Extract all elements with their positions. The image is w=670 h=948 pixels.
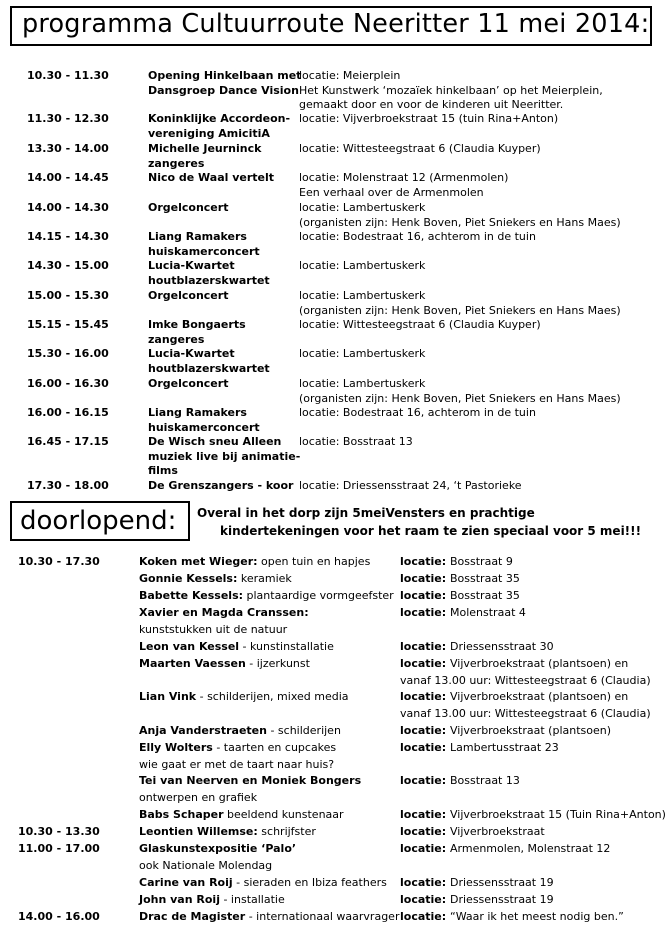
program-time: 16.45 - 17.15 xyxy=(27,435,109,448)
program-act: huiskamerconcert xyxy=(148,420,260,434)
ongoing-extra: kunststukken uit de natuur xyxy=(139,622,288,636)
ongoing-time: 11.00 - 17.00 xyxy=(18,842,100,855)
ongoing-artist-name: Glaskunstexpositie ‘Palo’ xyxy=(139,842,297,855)
program-act: Orgelconcert xyxy=(148,289,229,302)
ongoing-artist-name: Xavier en Magda Cranssen: xyxy=(139,606,309,619)
ongoing-artist-name: Maarten Vaessen xyxy=(139,657,246,670)
location-label: locatie: xyxy=(400,589,450,602)
ongoing-location xyxy=(400,842,610,855)
program-time: 11.30 - 12.30 xyxy=(27,112,109,125)
program-location: locatie: Wittesteegstraat 6 (Claudia Kuyper) xyxy=(299,142,541,155)
location-label: locatie: xyxy=(400,893,450,906)
program-time: 17.30 - 18.00 xyxy=(27,479,109,492)
program-act: De Wisch sneu Alleen xyxy=(148,435,282,448)
program-act: Nico de Waal vertelt xyxy=(148,171,275,184)
ongoing-location xyxy=(400,606,526,619)
location-value: Bosstraat 35 xyxy=(450,589,520,602)
ongoing-artist-description: - schilderijen, mixed media xyxy=(196,690,349,703)
program-act: films xyxy=(148,464,178,477)
location-value: vanaf 13.00 uur: Wittesteegstraat 6 (Claudia) xyxy=(400,673,651,687)
ongoing-artist-name: Drac de Magister xyxy=(139,910,246,923)
program-location: locatie: Meierplein xyxy=(299,69,401,82)
doorlopend-note-line: Overal in het dorp zijn 5meiVensters en prachtige xyxy=(197,506,535,520)
program-act: Lucia-Kwartet xyxy=(148,259,235,272)
ongoing-artist-name: Babette Kessels: xyxy=(139,589,244,602)
program-location: locatie: Vijverbroekstraat 15 (tuin Rina+Anton) xyxy=(299,112,559,125)
ongoing-artist-name: Carine van Roij xyxy=(139,876,233,889)
location-value: “Waar ik het meest nodig ben.” xyxy=(450,910,624,923)
program-location: (organisten zijn: Henk Boven, Piet Sniekers en Hans Maes) xyxy=(299,303,621,317)
ongoing-artist-name: Tei van Neerven en Moniek Bongers xyxy=(139,774,362,787)
ongoing-location xyxy=(400,707,651,720)
ongoing-artist-description: schrijfster xyxy=(257,825,316,838)
ongoing-artist xyxy=(139,606,309,619)
ongoing-location xyxy=(400,572,520,585)
program-location: locatie: Wittesteegstraat 6 (Claudia Kuyper) xyxy=(299,318,541,331)
program-time: 14.15 - 14.30 xyxy=(27,230,109,243)
program-location: (organisten zijn: Henk Boven, Piet Sniekers en Hans Maes) xyxy=(299,391,621,405)
location-value: Driessensstraat 19 xyxy=(450,876,554,889)
location-value: Vijverbroekstraat xyxy=(450,825,545,838)
program-location: Het Kunstwerk ‘mozaïek hinkelbaan’ op het Meierplein, xyxy=(299,83,603,97)
ongoing-artist xyxy=(139,741,336,754)
location-value: Vijverbroekstraat (plantsoen) xyxy=(450,724,612,737)
ongoing-artist-description: - installatie xyxy=(219,893,285,906)
location-label: locatie: xyxy=(400,876,450,889)
doorlopend-box xyxy=(10,501,190,541)
ongoing-artist-description: plantaardige vormgeefster xyxy=(243,589,394,602)
ongoing-artist-description: beeldend kunstenaar xyxy=(223,808,344,821)
program-time: 16.00 - 16.15 xyxy=(27,406,109,419)
program-act: Orgelconcert xyxy=(148,201,229,214)
location-label: locatie: xyxy=(400,724,450,737)
location-value: Vijverbroekstraat (plantsoen) en xyxy=(450,657,629,670)
location-value: Driessensstraat 30 xyxy=(450,640,554,653)
ongoing-location xyxy=(400,774,520,787)
program-act: Dansgroep Dance Vision xyxy=(148,83,299,97)
program-location: locatie: Driessensstraat 24, ‘t Pastorieke xyxy=(299,479,522,492)
ongoing-artist-name: John van Roij xyxy=(139,893,220,906)
location-value: Bosstraat 35 xyxy=(450,572,520,585)
location-value: Molenstraat 4 xyxy=(450,606,526,619)
location-label: locatie: xyxy=(400,910,450,923)
program-location: locatie: Lambertuskerk xyxy=(299,289,426,302)
location-label: locatie: xyxy=(400,657,450,670)
program-act: Koninklijke Accordeon- xyxy=(148,112,291,125)
location-label: locatie: xyxy=(400,825,450,838)
ongoing-artist xyxy=(139,572,292,585)
ongoing-artist-name: Elly Wolters xyxy=(139,741,213,754)
program-act: houtblazerskwartet xyxy=(148,361,270,375)
program-time: 14.00 - 14.45 xyxy=(27,171,109,184)
ongoing-artist xyxy=(139,774,361,787)
location-value: vanaf 13.00 uur: Wittesteegstraat 6 (Claudia) xyxy=(400,706,651,720)
program-act: Lucia-Kwartet xyxy=(148,347,235,360)
ongoing-artist xyxy=(139,690,349,703)
doorlopend-heading: doorlopend: xyxy=(20,506,177,536)
ongoing-artist xyxy=(139,640,334,653)
ongoing-artist-description: keramiek xyxy=(237,572,292,585)
location-value: Vijverbroekstraat 15 (Tuin Rina+Anton) xyxy=(450,808,666,821)
program-act: muziek live bij animatie- xyxy=(148,449,301,463)
ongoing-artist xyxy=(139,842,296,855)
ongoing-artist xyxy=(139,724,341,737)
ongoing-location xyxy=(400,674,651,687)
program-act: Imke Bongaerts xyxy=(148,318,246,331)
ongoing-artist-description: - sieraden en Ibiza feathers xyxy=(232,876,387,889)
ongoing-artist xyxy=(139,825,316,838)
ongoing-artist-name: Leontien Willemse: xyxy=(139,825,258,838)
ongoing-artist-description: open tuin en hapjes xyxy=(257,555,371,568)
program-location: locatie: Molenstraat 12 (Armenmolen) xyxy=(299,171,509,184)
program-act: De Grenszangers - koor xyxy=(148,479,294,492)
program-act: vereniging AmicitiA xyxy=(148,126,270,140)
ongoing-artist-name: Gonnie Kessels: xyxy=(139,572,238,585)
ongoing-extra: wie gaat er met de taart naar huis? xyxy=(139,757,335,771)
ongoing-artist-description: - ijzerkunst xyxy=(245,657,310,670)
ongoing-time: 10.30 - 13.30 xyxy=(18,825,100,838)
location-label: locatie: xyxy=(400,741,450,754)
program-location: locatie: Lambertuskerk xyxy=(299,201,426,214)
location-label: locatie: xyxy=(400,774,450,787)
location-label: locatie: xyxy=(400,808,450,821)
ongoing-location xyxy=(400,808,666,821)
location-value: Armenmolen, Molenstraat 12 xyxy=(450,842,611,855)
ongoing-time: 14.00 - 16.00 xyxy=(18,910,100,923)
ongoing-time: 10.30 - 17.30 xyxy=(18,555,100,568)
program-location: locatie: Lambertuskerk xyxy=(299,259,426,272)
program-time: 14.00 - 14.30 xyxy=(27,201,109,214)
ongoing-extra: ook Nationale Molendag xyxy=(139,858,273,872)
program-act: houtblazerskwartet xyxy=(148,273,270,287)
location-label: locatie: xyxy=(400,842,450,855)
ongoing-location xyxy=(400,724,611,737)
location-label: locatie: xyxy=(400,572,450,585)
location-label: locatie: xyxy=(400,606,450,619)
ongoing-artist-name: Koken met Wieger: xyxy=(139,555,258,568)
program-location: locatie: Bosstraat 13 xyxy=(299,435,413,448)
ongoing-artist xyxy=(139,893,285,906)
ongoing-location xyxy=(400,640,554,653)
program-location: locatie: Bodestraat 16, achterom in de tuin xyxy=(299,406,536,419)
ongoing-location xyxy=(400,741,559,754)
ongoing-artist xyxy=(139,910,399,923)
ongoing-location xyxy=(400,690,628,703)
program-time: 15.15 - 15.45 xyxy=(27,318,109,331)
program-time: 15.00 - 15.30 xyxy=(27,289,109,302)
program-act: Liang Ramakers xyxy=(148,406,247,419)
program-location: locatie: Bodestraat 16, achterom in de tuin xyxy=(299,230,536,243)
program-act: Liang Ramakers xyxy=(148,230,247,243)
ongoing-location xyxy=(400,910,624,923)
location-value: Bosstraat 9 xyxy=(450,555,513,568)
ongoing-artist-name: Lian Vink xyxy=(139,690,197,703)
ongoing-artist-description: - internationaal waarvrager xyxy=(245,910,400,923)
program-location: locatie: Lambertuskerk xyxy=(299,377,426,390)
location-value: Driessensstraat 19 xyxy=(450,893,554,906)
program-time: 15.30 - 16.00 xyxy=(27,347,109,360)
program-time: 16.00 - 16.30 xyxy=(27,377,109,390)
program-time: 13.30 - 14.00 xyxy=(27,142,109,155)
ongoing-location xyxy=(400,825,545,838)
location-value: Bosstraat 13 xyxy=(450,774,520,787)
program-location: Een verhaal over de Armenmolen xyxy=(299,185,484,199)
ongoing-artist xyxy=(139,657,310,670)
program-location: locatie: Lambertuskerk xyxy=(299,347,426,360)
ongoing-artist xyxy=(139,876,387,889)
ongoing-artist-description: - schilderijen xyxy=(266,724,341,737)
program-act: zangeres xyxy=(148,156,205,170)
location-value: Lambertusstraat 23 xyxy=(450,741,559,754)
ongoing-location xyxy=(400,876,554,889)
program-time: 14.30 - 15.00 xyxy=(27,259,109,272)
program-act: Opening Hinkelbaan met xyxy=(148,69,302,82)
ongoing-location xyxy=(400,555,513,568)
ongoing-artist-name: Babs Schaper xyxy=(139,808,224,821)
title-box xyxy=(10,6,652,46)
ongoing-artist-name: Leon van Kessel xyxy=(139,640,240,653)
program-location: (organisten zijn: Henk Boven, Piet Sniekers en Hans Maes) xyxy=(299,215,621,229)
location-value: Vijverbroekstraat (plantsoen) en xyxy=(450,690,629,703)
ongoing-extra: ontwerpen en grafiek xyxy=(139,790,258,804)
location-label: locatie: xyxy=(400,555,450,568)
ongoing-artist-name: Anja Vanderstraeten xyxy=(139,724,267,737)
ongoing-location xyxy=(400,589,520,602)
ongoing-artist-description: - taarten en cupcakes xyxy=(212,741,337,754)
ongoing-location xyxy=(400,893,554,906)
ongoing-artist xyxy=(139,808,344,821)
ongoing-artist-description: - kunstinstallatie xyxy=(239,640,334,653)
program-act: zangeres xyxy=(148,332,205,346)
program-act: Orgelconcert xyxy=(148,377,229,390)
page-title: programma Cultuurroute Neeritter 11 mei 2014: xyxy=(22,9,650,39)
ongoing-location xyxy=(400,657,628,670)
doorlopend-note-line: kindertekeningen voor het raam te zien speciaal voor 5 mei!!! xyxy=(220,524,642,538)
program-time: 10.30 - 11.30 xyxy=(27,69,109,82)
location-label: locatie: xyxy=(400,690,450,703)
program-act: Michelle Jeurninck xyxy=(148,142,262,155)
ongoing-artist xyxy=(139,555,370,568)
program-location: gemaakt door en voor de kinderen uit Neeritter. xyxy=(299,98,564,111)
ongoing-artist xyxy=(139,589,394,602)
location-label: locatie: xyxy=(400,640,450,653)
program-act: huiskamerconcert xyxy=(148,244,260,258)
